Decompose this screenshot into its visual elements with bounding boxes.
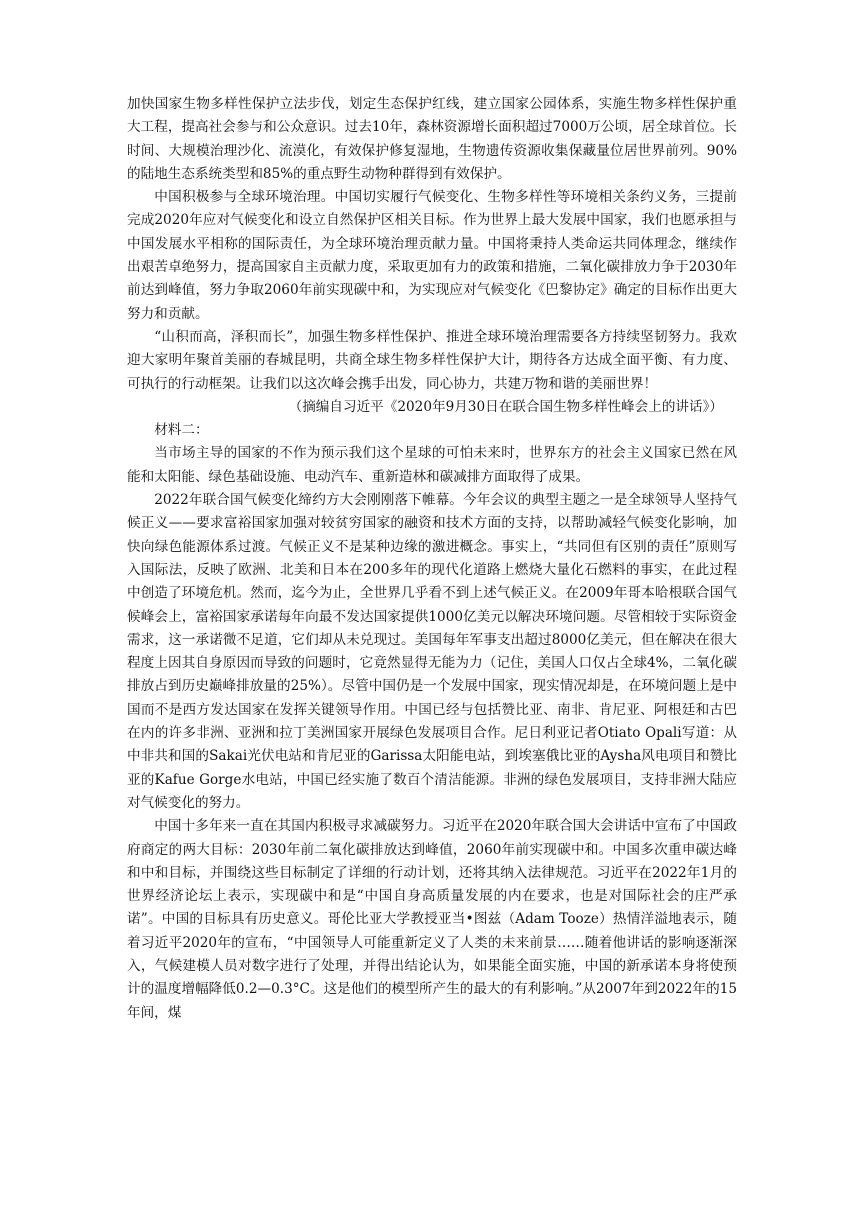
paragraph-climate-justice: 2022年联合国气候变化缔约方大会刚刚落下帷幕。今年会议的典型主题之一是全球领导人坚持气候正义——要求富裕国家加强对较贫穷国家的融资和技术方面的支持，以帮助减轻气候变化影响，加快向绿色能源体系过渡。气候正义不是某种边缘的激进概念。事实上，“共同但有区别的责任”原则写入国际法，反映了欧洲、北美和日本在200多年的现代化道路上燃烧大量化石燃料的事实，在此过程中创造了环境危机。然而，迄今为止，全世界几乎看不到上述气候正义。在2009年哥本哈根联合国气候峰会上，富裕国家承诺每年向最不发达国家提供1000亿美元以解决环境问题。尽管相较于实际资金需求，这一承诺微不足道，它们却从未兑现过。美国每年军事支出超过8000亿美元，但在解决在很大程度上因其自身原因而导致的问题时，它竟然显得无能为力（记住，美国人口仅占全球4%，二氧化碳排放占到历史巅峰排放量的25%）。尽管中国仍是一个发展中国家，现实情况却是，在环境问题上是中国而不是西方发达国家在发挥关键领导作用。中国已经与包括赞比亚、南非、肯尼亚、阿根廷和古巴在内的许多非洲、亚洲和拉丁美洲国家开展绿色发展项目合作。尼日利亚记者Otiato Opali写道：从中非共和国的Sakai光伏电站和肯尼亚的Garissa太阳能电站，到埃塞俄比亚的Aysha风电项目和赞比亚的Kafue Gorge水电站，中国已经实施了数百个清洁能源。非洲的绿色发展项目，支持非洲大陆应对气候变化的努力。	[127, 492, 737, 811]
paragraph-global-environmental-governance: 中国积极参与全球环境治理。中国切实履行气候变化、生物多样性等环境相关条约义务，三提前完成2020年应对气候变化和设立自然保护区相关目标。作为世界上最大发展中国家，我们也愿承担与中国发展水平相称的国际责任，为全球环境治理贡献力量。中国将秉持人类命运共同体理念，继续作出艰苦卓绝努力，提高国家自主贡献力度，采取更加有力的政策和措施，二氧化碳排放力争于2030年前达到峰值，努力争取2060年前实现碳中和，为实现应对气候变化《巴黎协定》确定的目标作出更大努力和贡献。	[127, 189, 737, 322]
document-page	[127, 93, 737, 1025]
paragraph-china-carbon-reduction: 中国十多年来一直在其国内积极寻求减碳努力。习近平在2020年联合国大会讲话中宣布了中国政府商定的两大目标：2030年前二氧化碳排放达到峰值，2060年前实现碳中和。中国多次重申碳达峰和中和目标，并围绕这些目标制定了详细的行动计划，还将其纳入法律规范。习近平在2022年1月的世界经济论坛上表示，实现碳中和是“中国自身高质量发展的内在要求，也是对国际社会的庄严承诺”。中国的目标具有历史意义。哥伦比亚大学教授亚当•图兹（Adam Tooze）热情洋溢地表示，随着习近平2020年的宣布，“中国领导人可能重新定义了人类的未来前景……随着他讲话的影响逐渐深入，气候建模人员对数字进行了处理，并得出结论认为，如果能全面实施，中国的新承诺本身将使预计的温度增幅降低0.2—0.3°C。这是他们的模型所产生的最大的有利影响。”从2007年到2022年的15年间，煤	[127, 818, 737, 1021]
paragraph-biodiversity-legislation: 加快国家生物多样性保护立法步伐，划定生态保护红线，建立国家公园体系，实施生物多样性保护重大工程，提高社会参与和公众意识。过去10年，森林资源增长面积超过7000万公顷，居全球首位。长时间、大规模治理沙化、流漠化，有效保护修复湿地，生物遗传资源收集保藏量位居世界前列。90%的陆地生态系统类型和85%的重点野生动物种群得到有效保护。	[127, 96, 737, 182]
material-two-heading: 材料二：	[154, 422, 209, 439]
source-citation: （摘编自习近平《2020年9月30日在联合国生物多样性峰会上的讲话》）	[288, 398, 723, 415]
paragraph-socialist-achievements: 当市场主导的国家的不作为预示我们这个星球的可怕未来时，世界东方的社会主义国家已然在风能和太阳能、绿色基础设施、电动汽车、重新造林和碳减排方面取得了成果。	[127, 445, 737, 485]
paragraph-kunming-invitation: “山积而高，泽积而长”，加强生物多样性保护、推进全球环境治理需要各方持续坚韧努力。我欢迎大家明年聚首美丽的春城昆明，共商全球生物多样性保护大计，期待各方达成全面平衡、有力度、可执行的行动框架。让我们以这次峰会携手出发，同心协力，共建万物和谐的美丽世界！	[127, 328, 737, 392]
